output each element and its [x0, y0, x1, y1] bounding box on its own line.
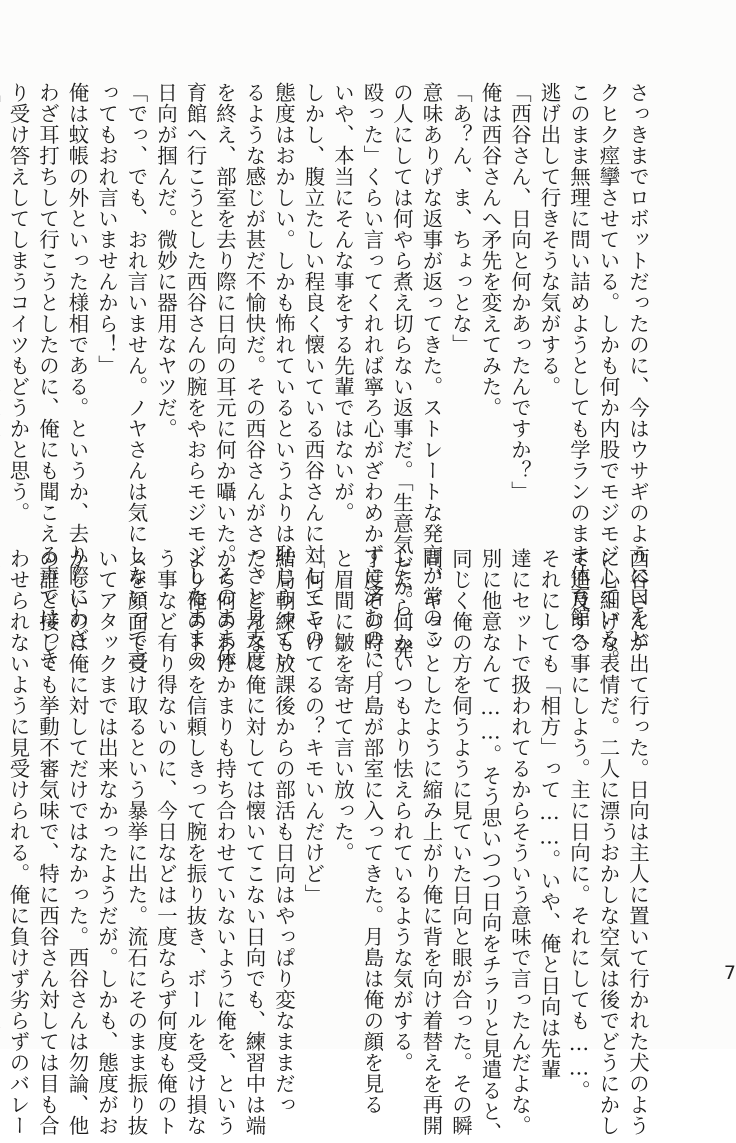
text-line: の人にしては何やら煮え切らない返事だ。「生意気だから一発: [390, 82, 414, 660]
text-line: り受け答えしてしまうコイツもどうかと思う。: [6, 82, 31, 523]
text-line: を終え、部室を去り際に日向の耳元に何か囁いた。そのまま体: [213, 82, 237, 670]
text-line: 別に他意なんて……。そう思いつつ日向をチラリと見遣ると、: [478, 548, 503, 1143]
text-line: て追及する事にしよう。主に日向に。それにしても……。: [567, 548, 591, 1102]
text-line: しかし、腹立たしい程良く懐いている西谷さんに対してこの: [301, 82, 326, 649]
text-line: 丁度その時、月島が部室に入ってきた。月島は俺の顔を見る: [360, 548, 385, 1115]
text-line: スを顔面で受け取るという暴挙に出た。流石にそのまま振り抜: [124, 548, 149, 1136]
text-line: 態度はおかしい。しかも怖れているというよりは恥じらってい: [272, 82, 296, 670]
text-line: それにしても「相方」って……。いや、俺と日向は先輩: [537, 548, 562, 1081]
text-line: から何のわだかまりも持ち合わせていないように俺を、という: [213, 548, 237, 1136]
text-line: わざ耳打ちして行こうとしたのに、俺にも聞こえる声ではっき: [36, 82, 60, 670]
text-line: 「でっ、でも、おれ言いません。ノヤさんは気にしないって言: [124, 82, 149, 670]
text-line: 「西谷さん、日向と何かあったんですか？」: [508, 82, 532, 502]
text-line: 育館へ行こうとした西谷さんの腕をやおらモジモジしたままの: [183, 82, 208, 670]
text-line: わせられないように見受けられる。俺に負けず劣らずのバレー: [6, 548, 31, 1136]
text-line: 「何ニヤけてるの？キモいんだけど」: [301, 548, 326, 905]
page-number: 7: [723, 962, 736, 984]
text-line: このまま無理に問い詰めようとしても学ランのまま体育館へ: [567, 82, 591, 649]
text-line: 殴った」くらい言ってくれれば寧ろ心がざわめかずに済むのに。: [360, 82, 385, 691]
lower-text-block: [6, 548, 652, 1143]
text-line: いてアタックまでは出来なかったようだが。しかも、態度がお: [95, 548, 119, 1136]
text-line: した。何かいつもより怯えられているような気がする。: [390, 548, 414, 1073]
text-line: 結局朝練も放課後からの部活も日向はやっぱり変なままだっ: [272, 548, 296, 1115]
text-line: 日向が掴んだ。微妙に器用なヤツだ。: [154, 82, 178, 439]
text-line: 「あ？ん、ま、ちょっとな」: [449, 82, 473, 355]
text-line: 逃げ出して行きそうな気がする。: [537, 82, 562, 397]
text-line: 同じく俺の方を伺うように見ていた日向と眼が合った。その瞬: [449, 548, 473, 1136]
text-line: さっきまでロボットだったのに、今はウサギのように口をヒ: [626, 82, 650, 649]
text-line: かしいのは俺に対してだけではなかった。西谷さんは勿論、他: [65, 548, 90, 1136]
text-line: クヒク痙攣させている。しかも何か内股でモジモジしている。: [596, 82, 621, 670]
text-line: う事など有り得ないのに、今日などは一度ならず何度も俺のト: [154, 548, 178, 1136]
text-line: 間、ギョッとしたように縮み上がり俺に背を向け着替えを再開: [419, 548, 444, 1136]
text-line: に心細げな表情だ。二人に漂うおかしな空気は後でどうにかし: [596, 548, 621, 1136]
text-line: と眉間に皺を寄せて言い放った。: [331, 548, 355, 863]
text-line: た。どんなに俺に対しては懐いてこない日向でも、練習中は端: [242, 548, 267, 1136]
text-line: 西谷さんが出て行った。日向は主人に置いて行かれた犬のよう: [626, 548, 650, 1136]
text-line: るような感じが甚だ不愉快だ。その西谷さんがさっさと身支度: [242, 82, 267, 670]
text-line: いや、本当にそんな事をする先輩ではないが。: [331, 82, 355, 523]
text-line: より俺のトスを信頼しきって腕を振り抜き、ボールを受け損な: [183, 548, 208, 1136]
text-line: の誰と接しても挙動不審気味で、特に西谷さん対しては目も合: [36, 548, 60, 1136]
upper-text-block: [6, 82, 652, 691]
text-line: ってもおれ言いませんから！」: [95, 82, 119, 376]
text-line: 俺は蚊帳の外といった様相である。というか、去り際にわざ: [65, 82, 90, 649]
text-line: 俺は西谷さんへ矛先を変えてみた。: [478, 82, 503, 418]
text-line: 意味ありげな返事が返ってきた。ストレートな発言が常のこ: [419, 82, 444, 649]
text-line: 達にセットで扱われてるからそういう意味で言ったんだよな。: [508, 548, 532, 1136]
